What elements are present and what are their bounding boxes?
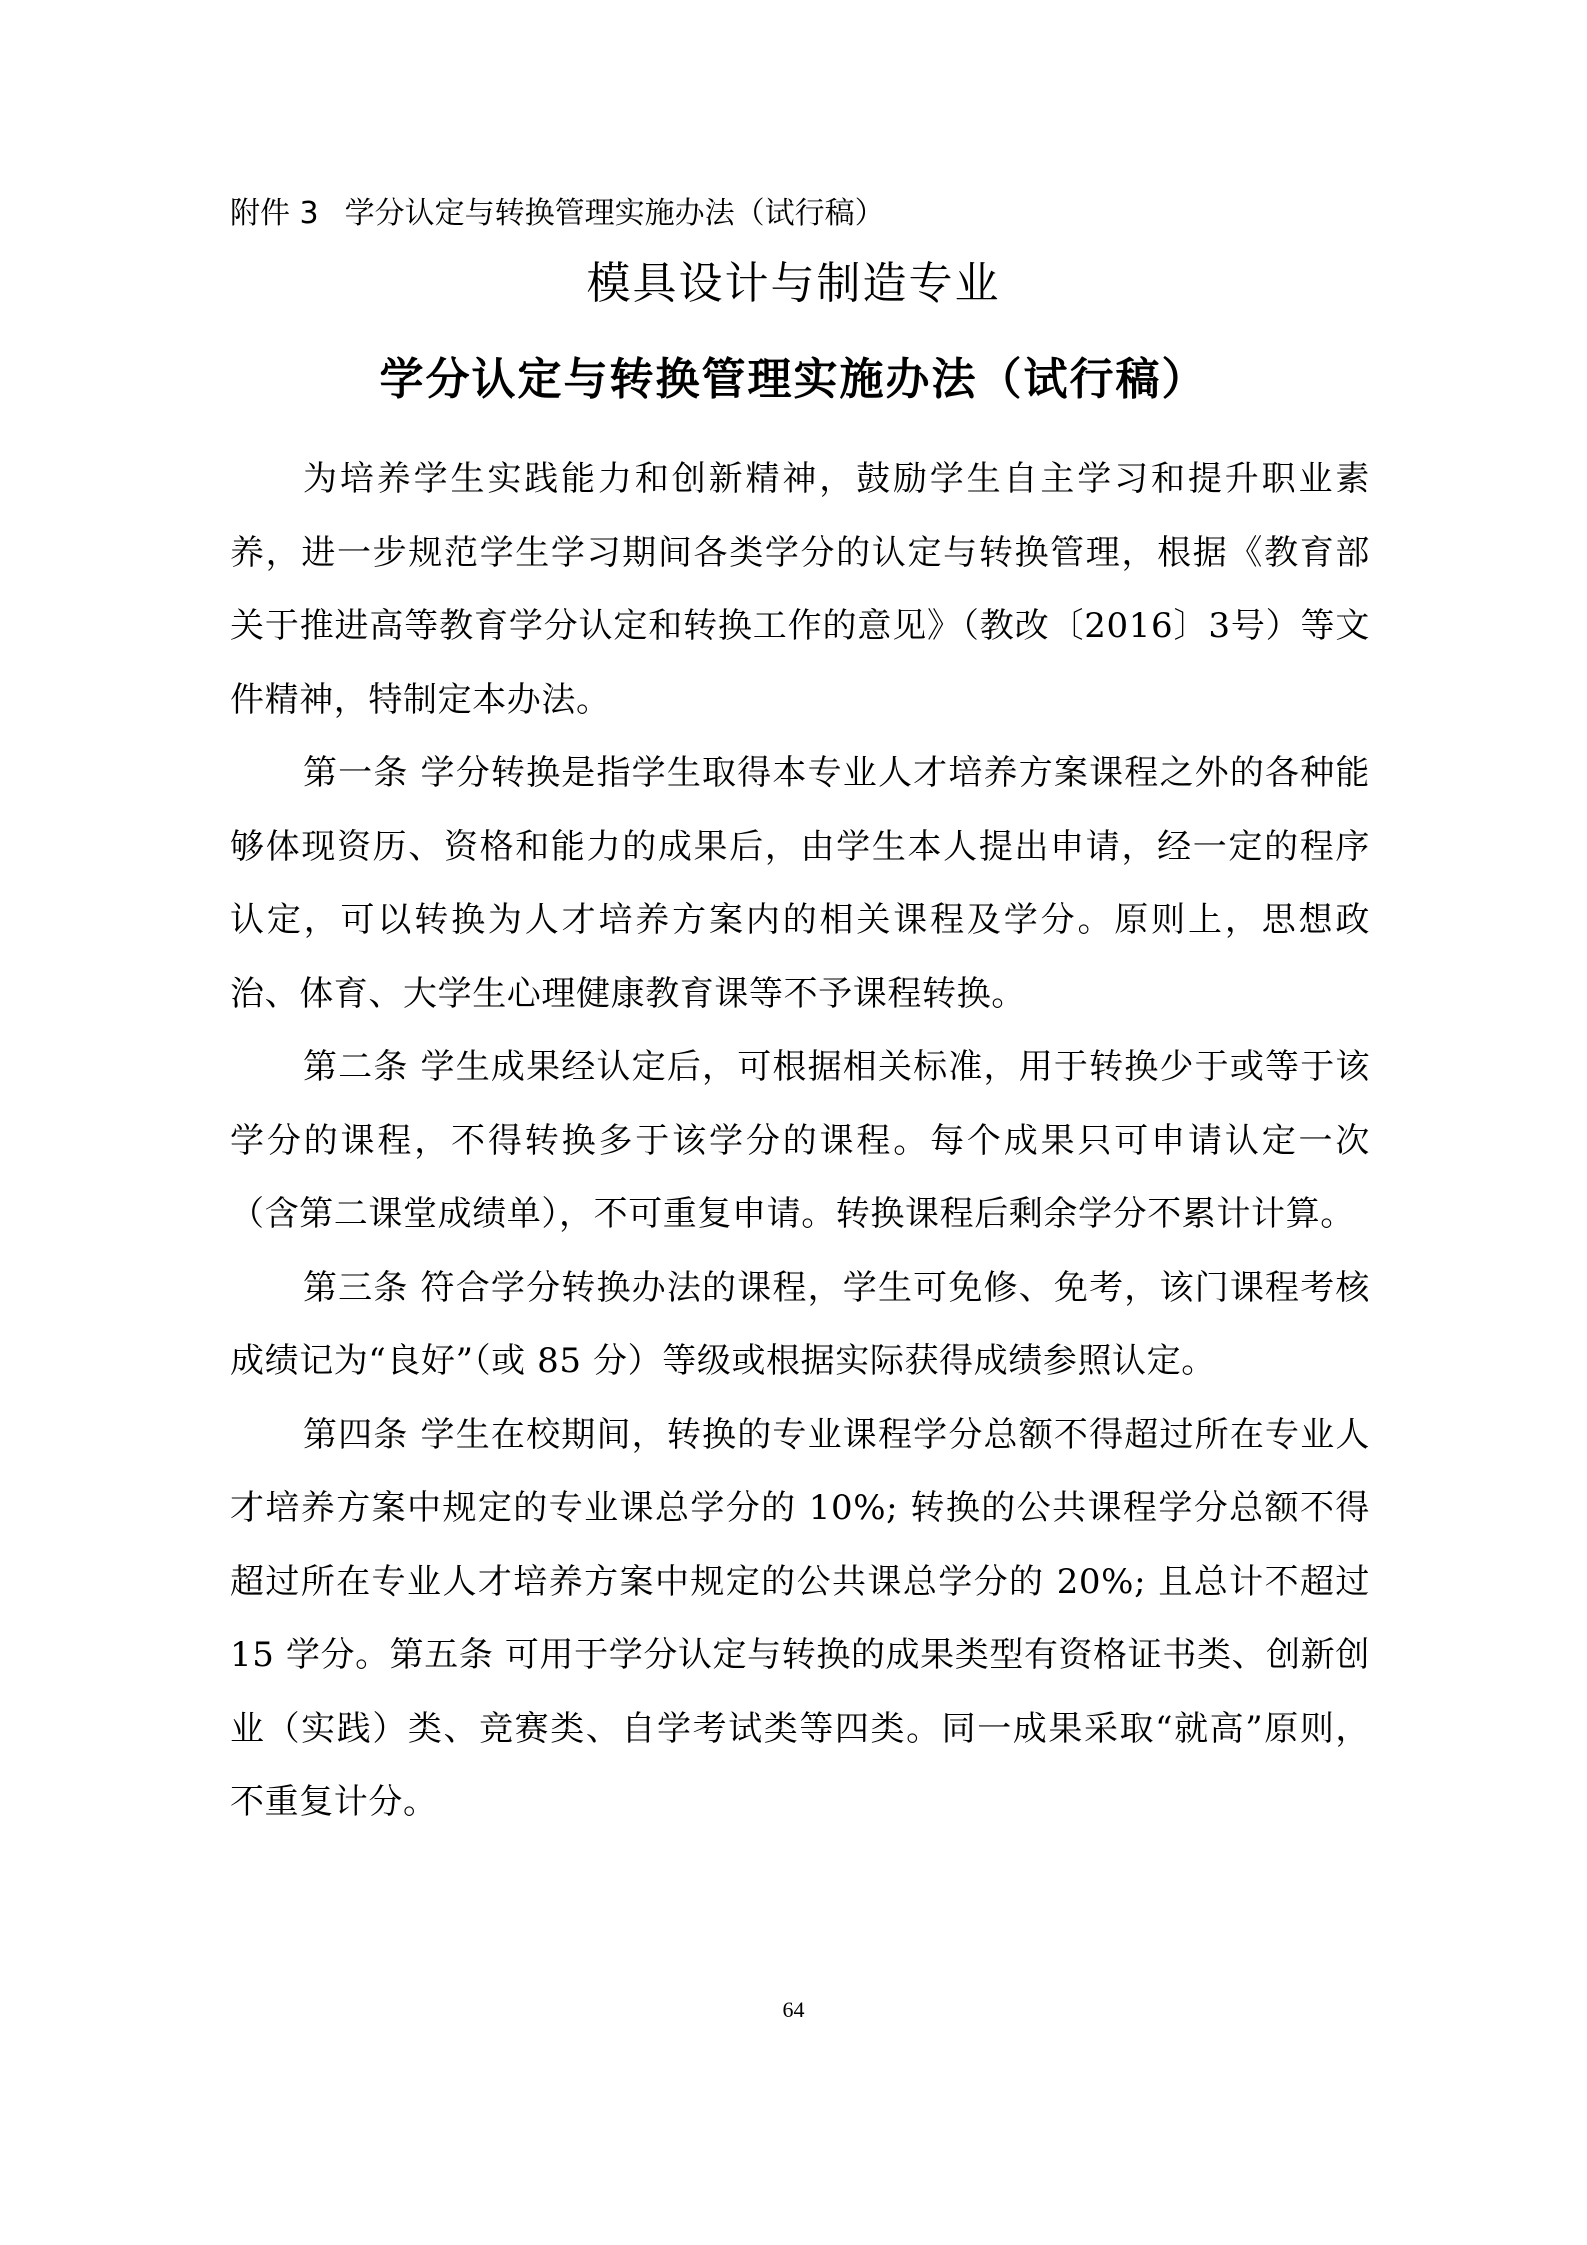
page-number: 64 [782,1997,805,2022]
document-title-major: 模具设计与制造专业 [586,258,1001,309]
attachment-label: 附件 3 [230,196,319,231]
paragraph-preamble: 为培养学生实践能力和创新精神，鼓励学生自主学习和提升职业素养，进一步规范学生学习期间各类学分的认定与转换管理，根据《教育部关于推进高等教育学分认定和转换工作的意见》（教改〔2016〕3号）等文件精神，特制定本办法。 [230,459,1370,720]
paragraph-article-1: 第一条 学分转换是指学生取得本专业人才培养方案课程之外的各种能够体现资历、资格和能力的成果后，由学生本人提出申请，经一定的程序认定，可以转换为人才培养方案内的相关课程及学分。原则上，思想政治、体育、大学生心理健康教育课等不予课程转换。 [230,753,1370,1014]
paragraph-article-3: 第三条 符合学分转换办法的课程，学生可免修、免考，该门课程考核成绩记为“良好”（或 85 分）等级或根据实际获得成绩参照认定。 [230,1267,1370,1381]
document-body [230,443,1370,1840]
attachment-title: 学分认定与转换管理实施办法（试行稿） [344,196,885,231]
attachment-header [230,194,885,234]
document-title-main: 学分认定与转换管理实施办法（试行稿） [379,354,1208,405]
paragraph-article-4-5: 第四条 学生在校期间，转换的专业课程学分总额不得超过所在专业人才培养方案中规定的专业课总学分的 10%; 转换的公共课程学分总额不得超过所在专业人才培养方案中规定的公共课总学分的 20%; 且总计不超过 15 学分。第五条 可用于学分认定与转换的成果类型有资格证书类、创新创业（实践）类、竞赛类、自学考试类等四类。同一成果采取“就高”原则，不重复计分。 [230,1414,1370,1822]
paragraph-article-2: 第二条 学生成果经认定后，可根据相关标准，用于转换少于或等于该学分的课程，不得转换多于该学分的课程。每个成果只可申请认定一次（含第二课堂成绩单），不可重复申请。转换课程后剩余学分不累计计算。 [230,1047,1370,1234]
